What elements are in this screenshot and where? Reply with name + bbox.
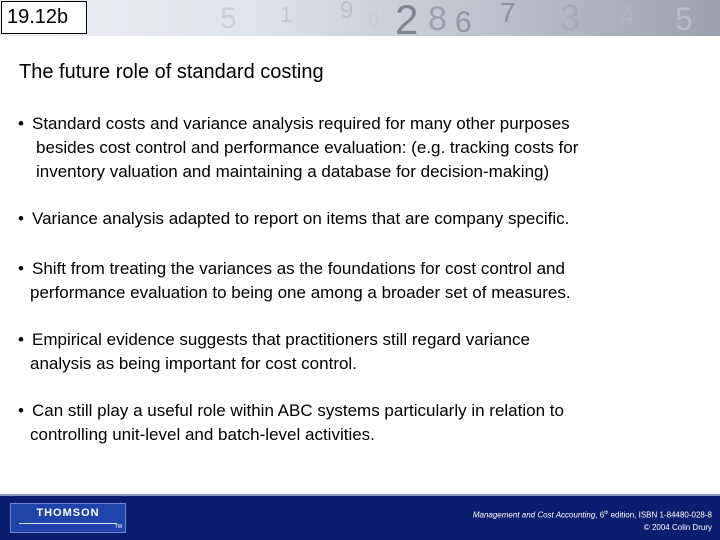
digit-mark: 4 bbox=[620, 0, 635, 30]
thomson-logo bbox=[10, 503, 126, 533]
bullet-line: besides cost control and performance evaluation: (e.g. tracking costs for bbox=[36, 138, 579, 157]
bullet-item bbox=[18, 257, 571, 305]
copyright: © 2004 Colin Drury bbox=[643, 522, 712, 532]
bullet-line: Empirical evidence suggests that practitioners still regard variance bbox=[32, 330, 530, 349]
logo-trademark: TM bbox=[114, 524, 122, 530]
bullet-line: analysis as being important for cost control. bbox=[30, 354, 357, 373]
logo-underline bbox=[19, 523, 117, 524]
logo-text: THOMSON bbox=[36, 507, 100, 519]
digit-mark: 9 bbox=[340, 0, 354, 24]
edition-sup: th bbox=[604, 510, 609, 516]
digit-mark: 5 bbox=[220, 2, 237, 35]
digit-mark: 0 bbox=[368, 9, 380, 31]
slide-title: The future role of standard costing bbox=[19, 61, 324, 83]
digit-mark: 6 bbox=[455, 6, 472, 36]
bullet-line: Shift from treating the variances as the foundations for cost control and bbox=[32, 259, 565, 278]
bullet-line: performance evaluation to being one among a broader set of measures. bbox=[30, 283, 571, 302]
digit-mark: 2 bbox=[395, 0, 419, 36]
digit-mark: 8 bbox=[428, 0, 447, 36]
footer-bar bbox=[0, 494, 720, 540]
edition-prefix: , 6 bbox=[595, 510, 605, 520]
digit-mark: 1 bbox=[280, 2, 293, 27]
bullet-dot: • bbox=[18, 209, 24, 228]
bullet-item bbox=[18, 399, 564, 447]
slide-number: 19.12b bbox=[1, 1, 87, 34]
footer-credit bbox=[473, 507, 712, 534]
bullet-dot: • bbox=[18, 259, 24, 278]
book-title: Management and Cost Accounting bbox=[472, 510, 596, 520]
header-banner bbox=[0, 0, 720, 36]
bullet-item bbox=[18, 207, 569, 231]
bullet-dot: • bbox=[18, 401, 24, 420]
decorative-digits-background bbox=[0, 0, 720, 36]
book-citation bbox=[473, 507, 712, 522]
bullet-line: Can still play a useful role within ABC systems particularly in relation to bbox=[32, 401, 564, 420]
bullet-line: Standard costs and variance analysis required for many other purposes bbox=[32, 114, 570, 133]
digit-mark: 5 bbox=[675, 1, 693, 36]
edition-rest: edition, ISBN 1-84480-028-8 bbox=[608, 510, 712, 520]
bullet-line: controlling unit-level and batch-level activities. bbox=[30, 425, 375, 444]
bullet-dot: • bbox=[18, 330, 24, 349]
bullet-item bbox=[18, 328, 530, 376]
bullet-item bbox=[18, 112, 578, 184]
bullet-dot: • bbox=[18, 114, 24, 133]
bullet-line: Variance analysis adapted to report on items that are company specific. bbox=[32, 209, 570, 228]
bullet-line: inventory valuation and maintaining a database for decision-making) bbox=[36, 162, 550, 181]
digit-mark: 3 bbox=[560, 0, 581, 36]
digit-mark: 7 bbox=[500, 0, 516, 28]
